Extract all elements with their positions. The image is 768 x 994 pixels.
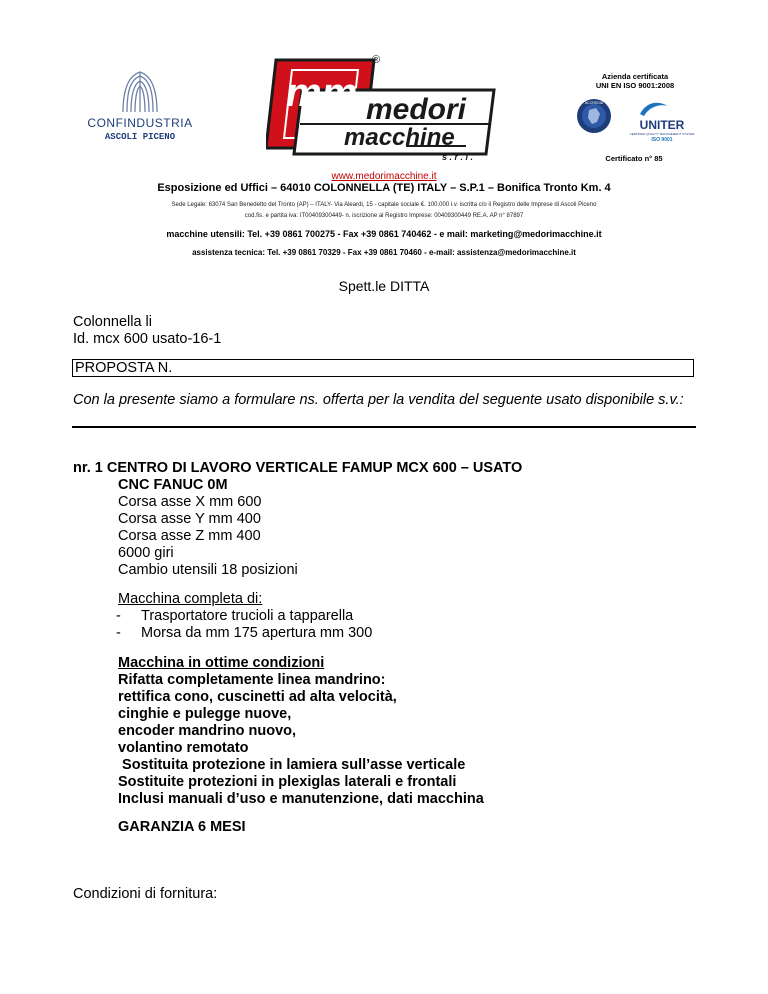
logo-line1: medori — [366, 93, 467, 126]
condition-item: Sostituita protezione in lamiera sull’asse verticale — [118, 757, 466, 773]
legal-line-1: Sede Legale: 63074 San Benedetto del Tronto (AP) – ITALY- Via Aleardi, 15 - capitale sociale €. 100.000 i.v. iscritta c/o il Registro delle Imprese di Ascoli Piceno — [171, 202, 597, 208]
medori-logo-graphic — [266, 52, 506, 162]
condition-item: cinghie e pulegge nuove, — [118, 706, 292, 722]
spec-item: 6000 giri — [118, 545, 174, 561]
list-item: - Trasportatore trucioli a tapparella — [115, 608, 675, 625]
logo-registered: ® — [372, 54, 381, 66]
spec-item: Corsa asse X mm 600 — [118, 494, 262, 510]
condition-item: rettifica cono, cuscinetti ad alta velocità, — [118, 689, 397, 705]
proposal-box — [72, 359, 694, 377]
condition-heading: Macchina in ottime condizioni — [118, 655, 325, 671]
intro-divider — [72, 426, 696, 428]
uniter-swoosh-icon — [638, 100, 670, 118]
legal-line-2: cod.fis. e partita iva: IT00409300449- n. iscrizione al Registro Imprese: 00409300449 RE.A. AP n° 87897 — [244, 213, 524, 219]
office-address: Esposizione ed Uffici – 64010 COLONNELLA (TE) ITALY – S.P.1 – Bonifica Tronto Km. 4 — [157, 182, 611, 194]
uniter-sub: CERTIFIED QUALITY MANAGEMENT SYSTEM — [629, 132, 695, 136]
warranty: GARANZIA 6 MESI — [118, 819, 246, 835]
recipient: Spett.le DITTA — [338, 278, 430, 294]
confindustria-city: ASCOLI PICENO — [104, 132, 176, 142]
supply-conditions: Condizioni di fornitura: — [73, 886, 218, 902]
medori-logo — [266, 52, 506, 162]
equipment-section — [118, 591, 678, 608]
equipment-list — [115, 608, 675, 642]
sales-contacts: macchine utensili: Tel. +39 0861 700275 - Fax +39 0861 740462 - e mail: marketing@medorimacchine.it — [166, 229, 602, 239]
accredia-label: ACCREDIA — [584, 101, 604, 105]
logo-mm: mm — [286, 71, 358, 115]
confindustria-logo — [80, 70, 200, 150]
reference-id: Id. mcx 600 usato-16-1 — [73, 331, 222, 347]
cert-title: Azienda certificata — [601, 72, 669, 81]
logo-srl: s . r . l . — [442, 152, 474, 162]
equipment-heading: Macchina completa di: — [118, 591, 263, 607]
cert-number: Certificato n° 85 — [605, 154, 663, 163]
condition-item: Sostituite protezioni in plexiglas laterali e frontali — [118, 774, 457, 790]
proposal-label: PROPOSTA N. — [75, 360, 173, 376]
place-date: Colonnella li — [73, 314, 152, 330]
spec-item: Corsa asse Z mm 400 — [118, 528, 261, 544]
website-link[interactable]: www.medorimacchine.it — [331, 171, 437, 182]
spec-item: Cambio utensili 18 posizioni — [118, 562, 298, 578]
condition-section — [118, 655, 698, 808]
confindustria-emblem-icon — [80, 70, 200, 114]
machine-title: nr. 1 CENTRO DI LAVORO VERTICALE FAMUP MCX 600 – USATO — [73, 460, 523, 476]
logo-line2: macchine — [344, 124, 455, 151]
accredia-badge-icon — [576, 98, 612, 134]
spec-item: Corsa asse Y mm 400 — [118, 511, 261, 527]
uniter-name: UNITER — [639, 118, 685, 132]
machine-specs — [118, 477, 678, 579]
confindustria-name: CONFINDUSTRIA — [87, 116, 193, 130]
condition-item: encoder mandrino nuovo, — [118, 723, 297, 739]
uniter-iso: ISO 9001 — [651, 137, 673, 143]
condition-item: Rifatta completamente linea mandrino: — [118, 672, 386, 688]
condition-item: volantino remotato — [118, 740, 249, 756]
condition-item: Inclusi manuali d’uso e manutenzione, dati macchina — [118, 791, 484, 807]
certification-block — [560, 72, 710, 162]
intro-text: Con la presente siamo a formulare ns. offerta per la vendita del seguente usato disponibile s.v.: — [73, 392, 684, 408]
cnc-model: CNC FANUC 0M — [118, 477, 228, 493]
service-contacts: assistenza tecnica: Tel. +39 0861 70329 - Fax +39 0861 70460 - e-mail: assistenza@medorimacchine.it — [192, 248, 576, 257]
cert-standard: UNI EN ISO 9001:2008 — [595, 81, 675, 90]
list-item: - Morsa da mm 175 apertura mm 300 — [115, 625, 675, 642]
